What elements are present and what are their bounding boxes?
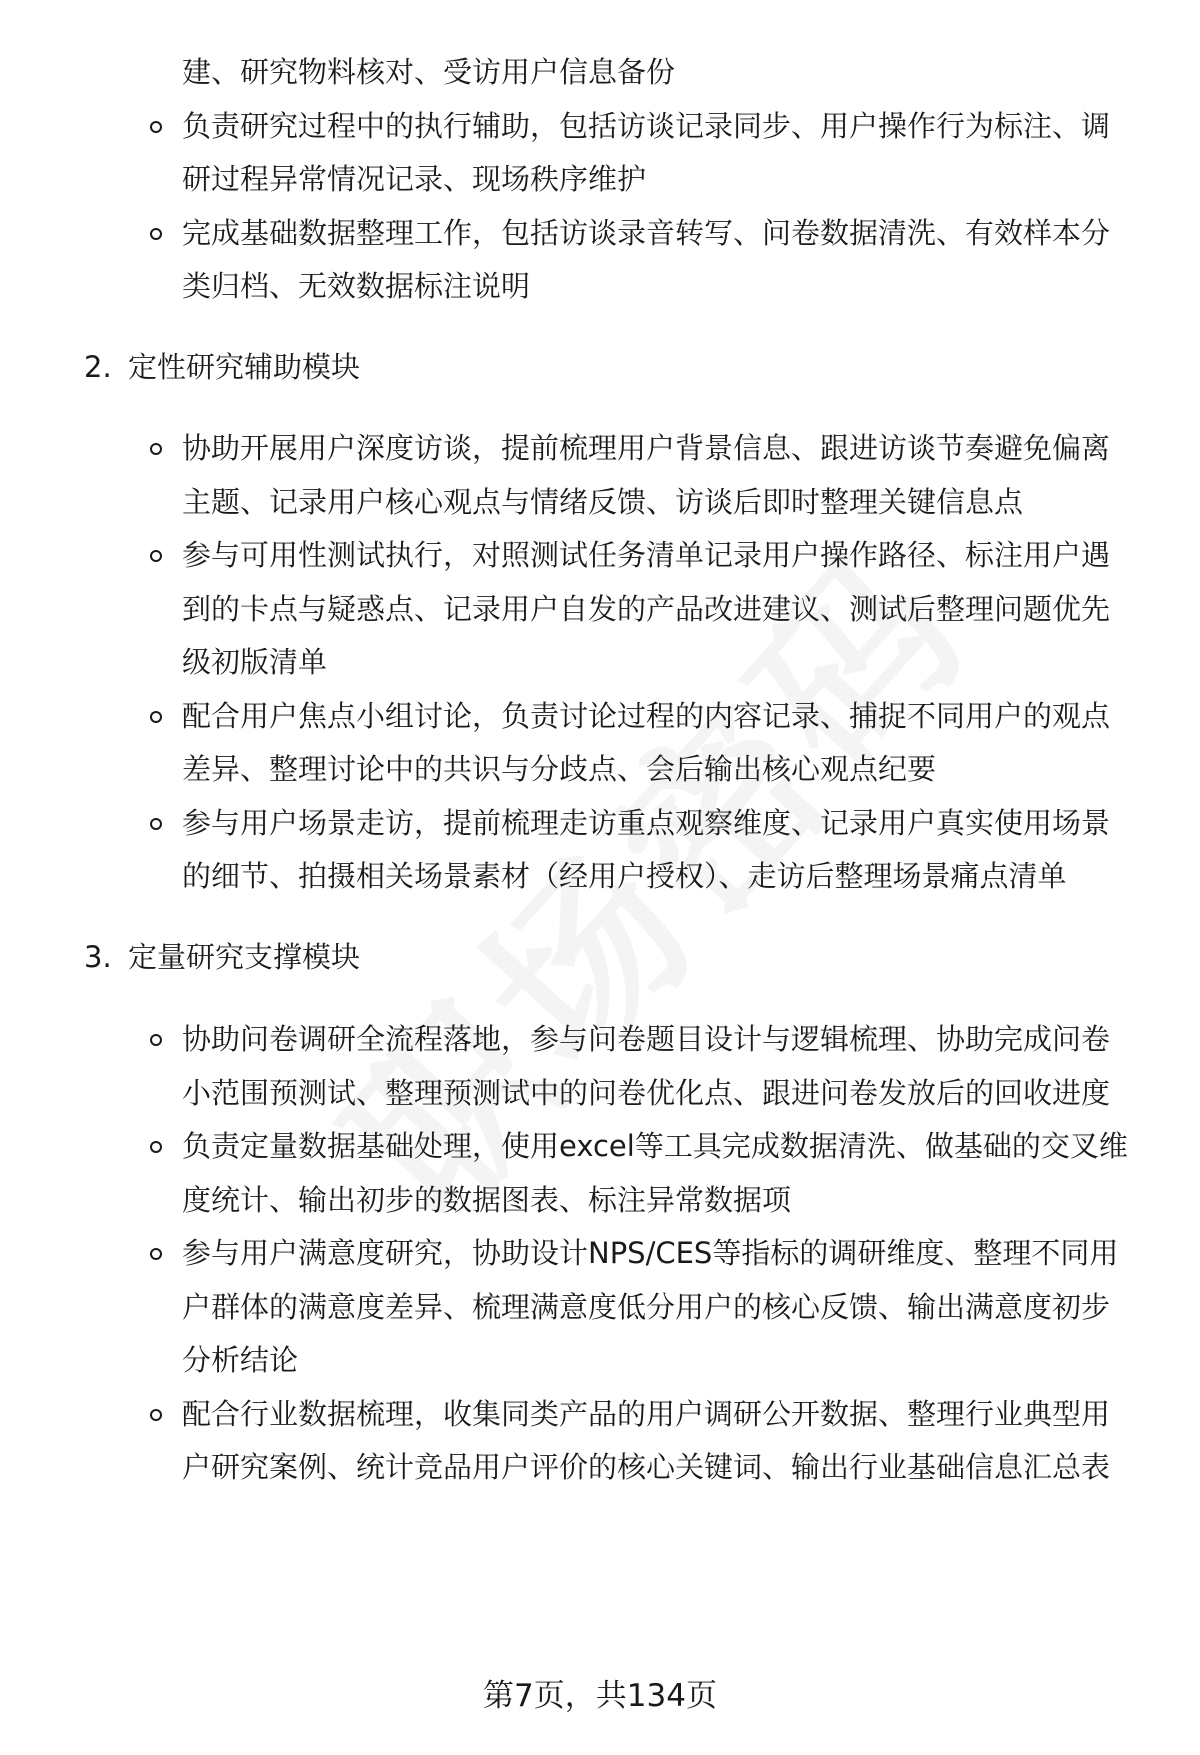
bullet-marker xyxy=(150,550,162,562)
list-item-line: 参与用户满意度研究，协助设计NPS/CES等指标的调研维度、整理不同用 xyxy=(182,1236,1119,1270)
list-item-line: 配合行业数据梳理，收集同类产品的用户调研公开数据、整理行业典型用 xyxy=(182,1396,1111,1431)
list-item-line: 配合用户焦点小组讨论，负责讨论过程的内容记录、捕捉不同用户的观点 xyxy=(182,698,1111,733)
bullet-marker xyxy=(150,818,162,830)
list-item-line: 参与可用性测试执行，对照测试任务清单记录用户操作路径、标注用户遇 xyxy=(182,538,1111,572)
list-item-line: 到的卡点与疑惑点、记录用户自发的产品改进建议、测试后整理问题优先 xyxy=(182,591,1111,626)
list-item-line: 的细节、拍摄相关场景素材（经用户授权）、走访后整理场景痛点清单 xyxy=(182,859,1067,893)
section-number: 2. xyxy=(84,350,112,384)
page-footer: 第7页，共134页 xyxy=(483,1678,717,1714)
list-item-line: 完成基础数据整理工作，包括访谈录音转写、问卷数据清洗、有效样本分 xyxy=(182,215,1111,250)
list-item-line: 负责研究过程中的执行辅助，包括访谈记录同步、用户操作行为标注、调 xyxy=(182,108,1111,143)
section-title: 定性研究辅助模块 xyxy=(128,350,361,384)
list-item-line: 参与用户场景走访，提前梳理走访重点观察维度、记录用户真实使用场景 xyxy=(182,805,1111,840)
list-item-line: 差异、整理讨论中的共识与分歧点、会后输出核心观点纪要 xyxy=(182,752,937,786)
bullet-marker xyxy=(150,711,162,723)
list-item-line: 建、研究物料核对、受访用户信息备份 xyxy=(182,55,676,89)
list-item-line: 类归档、无效数据标注说明 xyxy=(182,269,531,303)
section-number: 3. xyxy=(84,940,112,974)
list-item-line: 研过程异常情况记录、现场秩序维护 xyxy=(182,162,647,196)
list-item-line: 户群体的满意度差异、梳理满意度低分用户的核心反馈、输出满意度初步 xyxy=(182,1289,1111,1324)
bullet-marker xyxy=(150,1034,162,1046)
list-item-line: 分析结论 xyxy=(182,1343,299,1377)
bullet-marker xyxy=(150,1141,162,1153)
section-title: 定量研究支撑模块 xyxy=(128,940,361,974)
bullet-marker xyxy=(150,443,162,455)
list-item-line: 小范围预测试、整理预测试中的问卷优化点、跟进问卷发放后的回收进度 xyxy=(182,1075,1111,1110)
list-item-line: 协助开展用户深度访谈，提前梳理用户背景信息、跟进访谈节奏避免偏离 xyxy=(182,431,1111,465)
bullet-marker xyxy=(150,1409,162,1421)
bullet-marker xyxy=(150,121,162,133)
list-item-line: 主题、记录用户核心观点与情绪反馈、访谈后即时整理关键信息点 xyxy=(182,484,1024,519)
list-item-line: 级初版清单 xyxy=(182,645,328,679)
list-item-line: 协助问卷调研全流程落地，参与问卷题目设计与逻辑梳理、协助完成问卷 xyxy=(182,1022,1111,1056)
bullet-marker xyxy=(150,1248,162,1260)
bullet-marker xyxy=(150,228,162,240)
list-item-line: 度统计、输出初步的数据图表、标注异常数据项 xyxy=(182,1182,792,1217)
list-item-line: 负责定量数据基础处理，使用excel等工具完成数据清洗、做基础的交叉维 xyxy=(182,1129,1128,1163)
list-item-line: 户研究案例、统计竞品用户评价的核心关键词、输出行业基础信息汇总表 xyxy=(182,1450,1111,1484)
